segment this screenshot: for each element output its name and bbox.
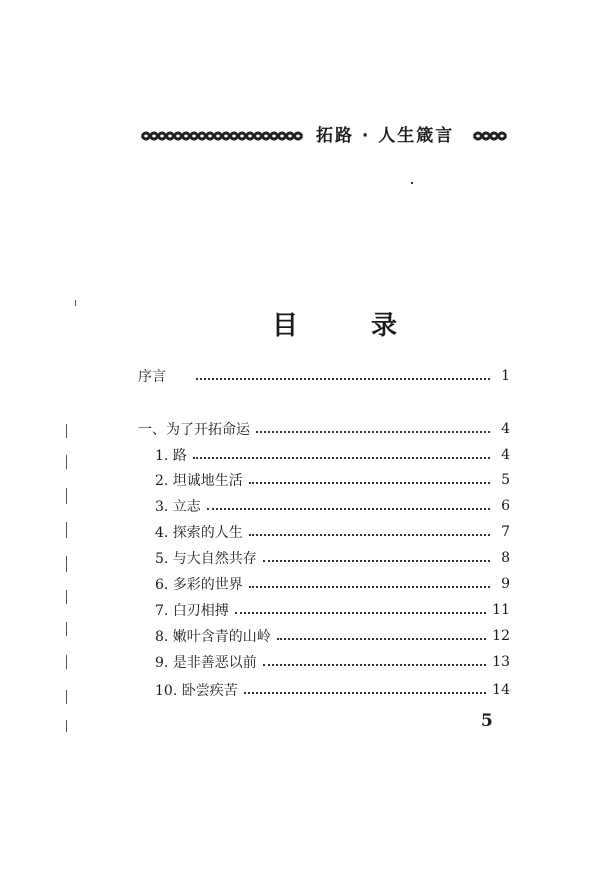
toc-label: 5. 与大自然共存 <box>155 551 257 567</box>
toc-page: 11 <box>492 602 510 618</box>
toc-entry <box>155 652 510 672</box>
toc-page: 12 <box>492 628 510 644</box>
margin-mark <box>66 522 67 538</box>
toc-leader-dots <box>207 508 490 510</box>
toc-label: 2. 坦诚地生活 <box>155 473 243 489</box>
page-number: 5 <box>481 711 493 731</box>
toc-entry <box>155 496 510 516</box>
margin-mark <box>66 424 67 438</box>
margin-mark <box>66 556 67 572</box>
toc-entry <box>155 522 510 542</box>
toc-chapter <box>138 419 510 439</box>
toc-leader-dots <box>196 378 490 380</box>
margin-mark <box>66 488 67 504</box>
contents-title: 目 录 <box>272 311 430 341</box>
running-header <box>140 124 510 148</box>
toc-label: 10. 卧尝疾苦 <box>155 683 238 699</box>
toc-page: 1 <box>501 368 510 384</box>
toc-label: 8. 嫩叶含青的山岭 <box>155 629 271 645</box>
speck <box>411 182 413 184</box>
toc-page: 14 <box>492 682 510 698</box>
toc-label: 4. 探索的人生 <box>155 525 243 541</box>
toc-page: 9 <box>501 576 510 592</box>
toc-label: 序言 <box>138 369 166 385</box>
toc-leader-dots <box>193 457 490 459</box>
ornament-right-icon <box>472 124 512 148</box>
toc-entry <box>155 600 510 620</box>
margin-mark <box>66 720 67 732</box>
margin-mark <box>66 622 67 636</box>
toc-page: 5 <box>501 472 510 488</box>
toc-page: 13 <box>492 654 510 670</box>
toc-page: 7 <box>501 524 510 540</box>
toc-label: 7. 白刃相搏 <box>155 603 229 619</box>
margin-mark <box>66 655 67 669</box>
toc-leader-dots <box>277 638 486 640</box>
ornament-left-icon <box>140 124 310 148</box>
toc-label: 6. 多彩的世界 <box>155 577 243 593</box>
toc-leader-dots <box>244 692 486 694</box>
toc-entry <box>155 626 510 646</box>
toc-label: 1. 路 <box>155 448 187 464</box>
margin-mark <box>66 590 67 604</box>
toc-preface <box>138 366 510 386</box>
toc-page: 6 <box>501 498 510 514</box>
toc-leader-dots <box>249 534 490 536</box>
toc-leader-dots <box>249 586 490 588</box>
header-title: 拓路 · 人生箴言 <box>316 126 455 146</box>
toc-label: 一、为了开拓命运 <box>138 422 250 438</box>
toc-leader-dots <box>249 482 490 484</box>
margin-mark <box>66 690 67 704</box>
toc-page: 8 <box>501 550 510 566</box>
toc-label: 9. 是非善恶以前 <box>155 655 257 671</box>
margin-mark <box>66 455 67 469</box>
toc-label: 3. 立志 <box>155 499 201 515</box>
toc-leader-dots <box>256 431 490 433</box>
toc-entry <box>155 548 510 568</box>
toc-entry <box>155 680 510 700</box>
toc-entry <box>155 470 510 490</box>
toc-leader-dots <box>263 664 486 666</box>
toc-page: 4 <box>501 421 510 437</box>
margin-mark <box>75 300 76 306</box>
toc-page: 4 <box>501 447 510 463</box>
toc-leader-dots <box>263 560 490 562</box>
toc-leader-dots <box>235 612 486 614</box>
toc-entry <box>155 445 510 465</box>
toc-entry <box>155 574 510 594</box>
